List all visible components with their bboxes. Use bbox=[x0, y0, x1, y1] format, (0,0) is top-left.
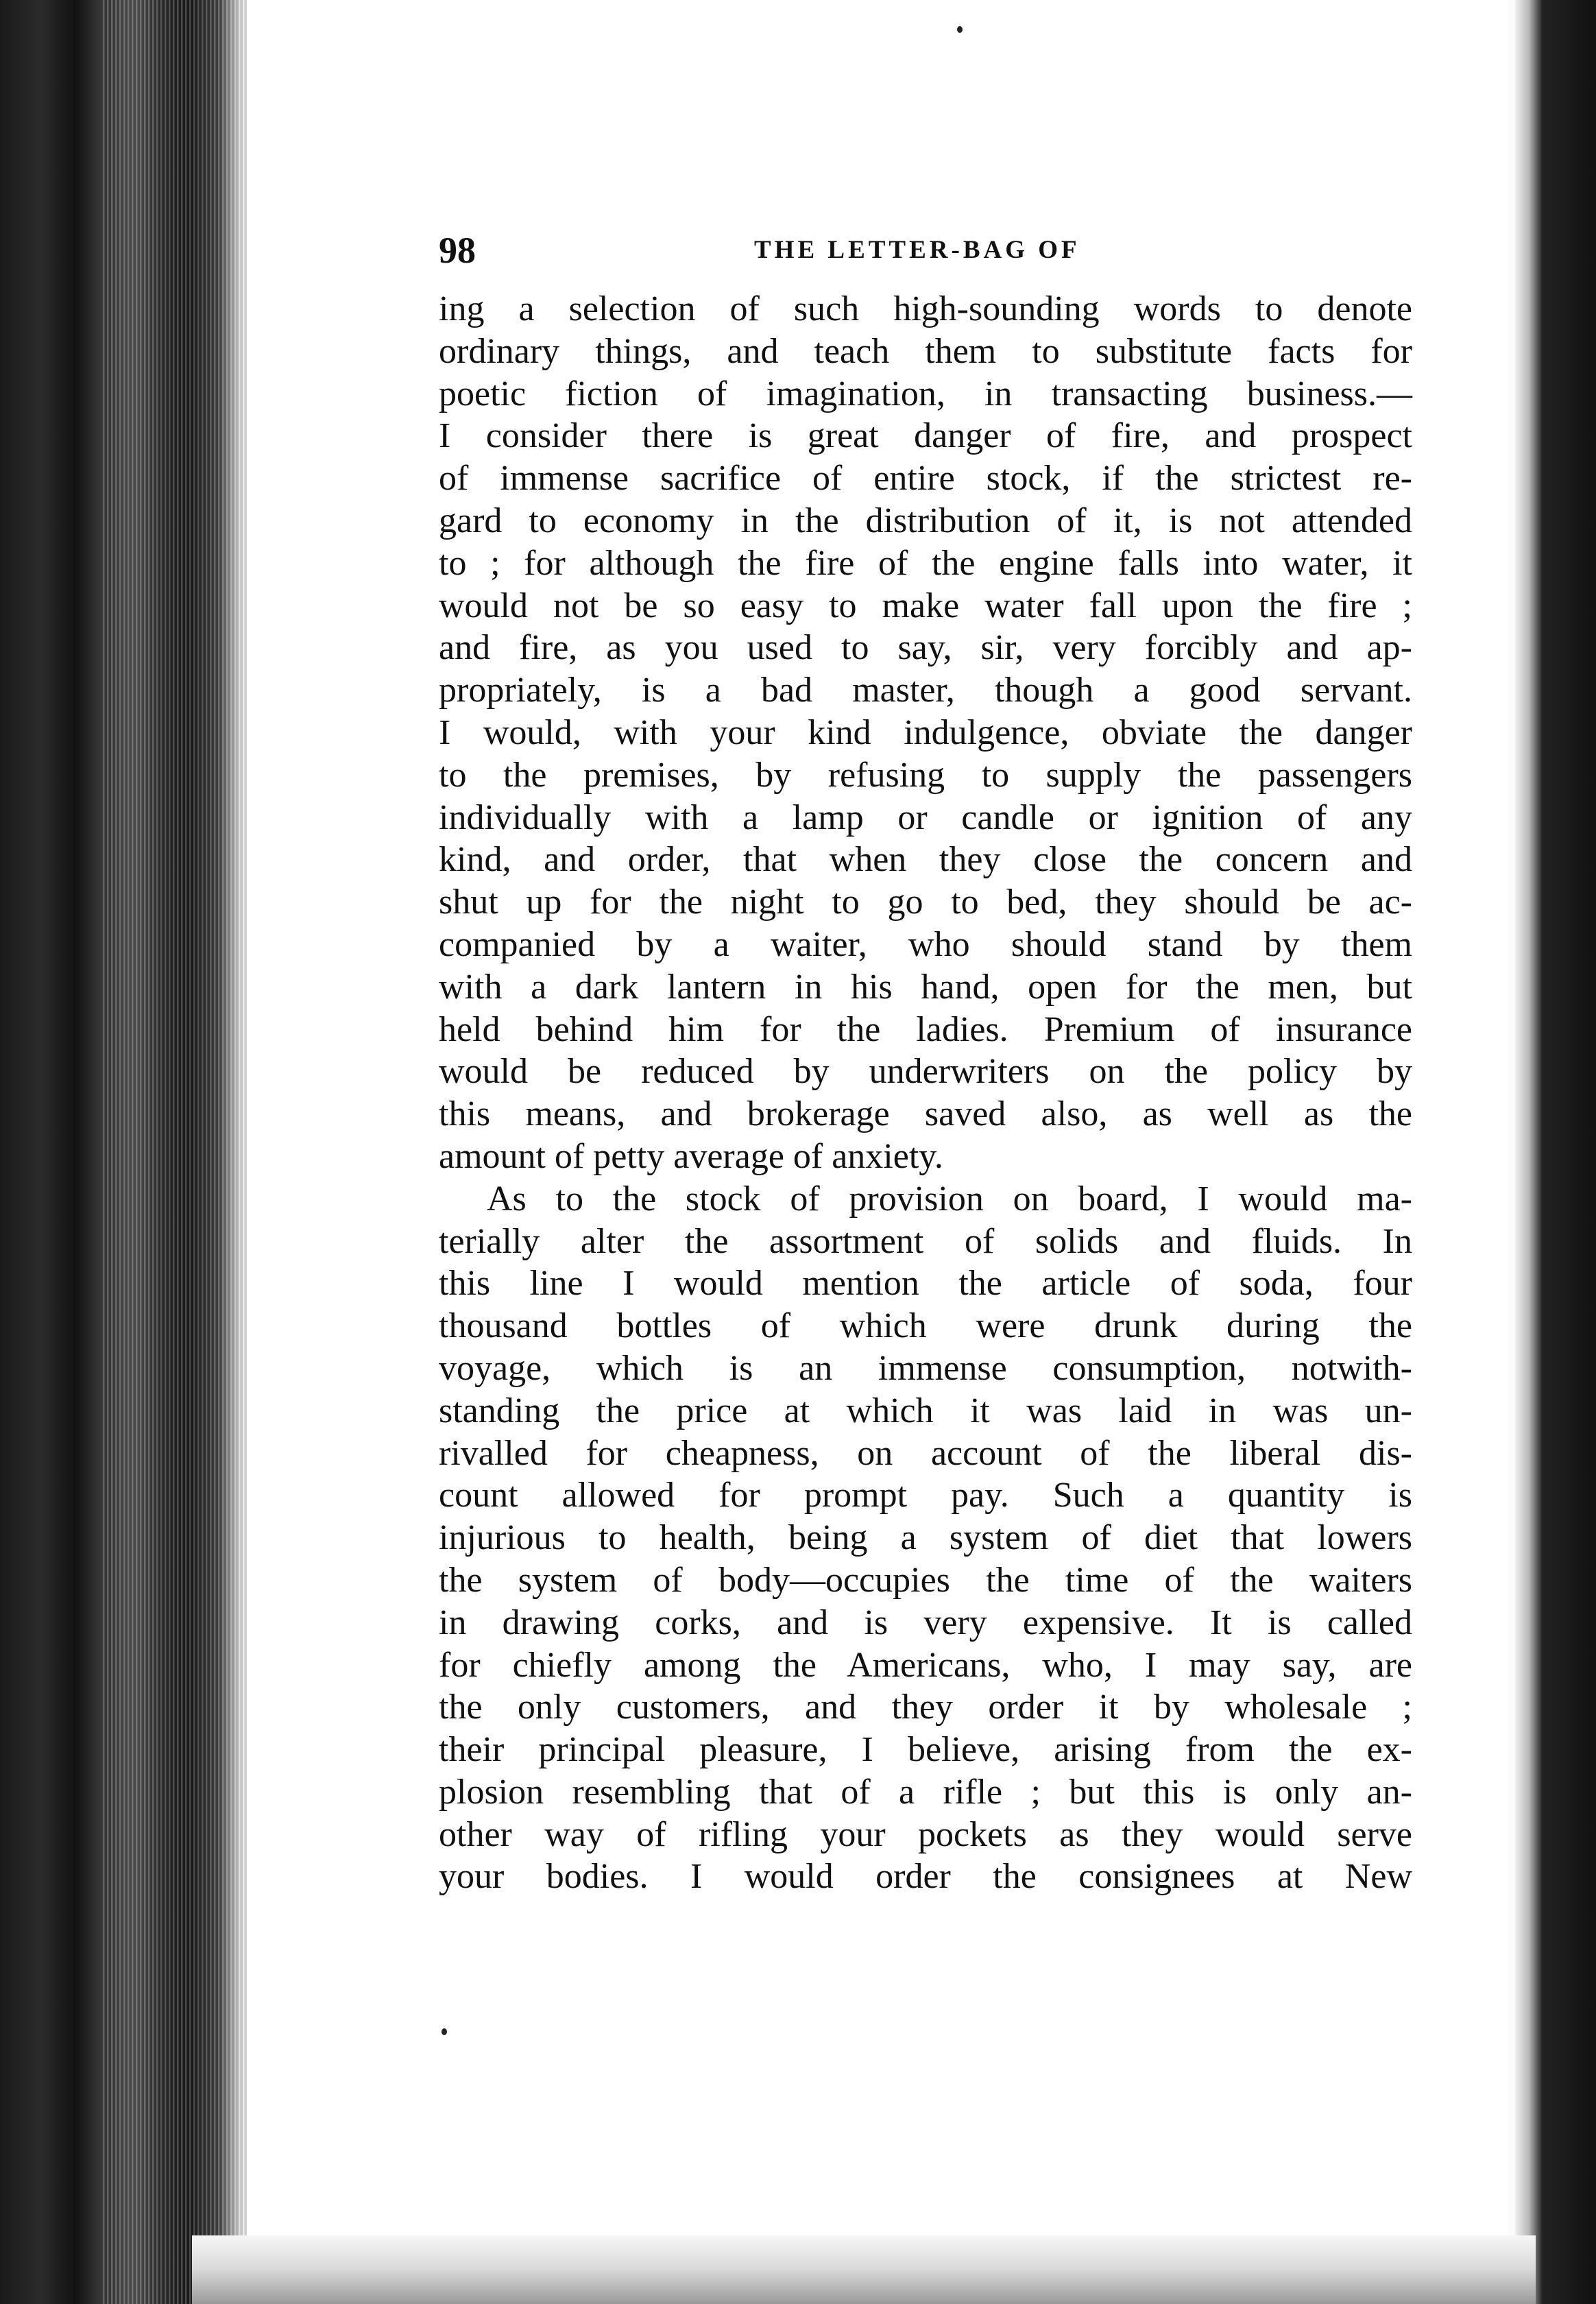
text-line: injurious to health, being a system of diet that lowers bbox=[439, 1518, 1412, 1558]
page-stack-edge bbox=[103, 0, 247, 2304]
text-line: I would, with your kind indulgence, obviate the danger bbox=[439, 712, 1412, 752]
text-line: terially alter the assortment of solids and fluids. In bbox=[439, 1221, 1412, 1261]
text-line: the only customers, and they order it by wholesale ; bbox=[439, 1688, 1412, 1727]
text-line: ing a selection of such high-sounding words to denote bbox=[439, 289, 1412, 328]
text-line: would not be so easy to make water fall upon the fire ; bbox=[439, 586, 1412, 625]
text-line: companied by a waiter, who should stand by them bbox=[439, 924, 1412, 964]
text-line: of immense sacrifice of entire stock, if the strictest re- bbox=[439, 459, 1412, 499]
speck-mark bbox=[442, 2028, 447, 2035]
text-line: shut up for the night to go to bed, they should be ac- bbox=[439, 883, 1412, 922]
text-line: this line I would mention the article of soda, four bbox=[439, 1264, 1412, 1304]
bottom-page-shadow bbox=[192, 2235, 1536, 2304]
text-line: and fire, as you used to say, sir, very forcibly and ap- bbox=[439, 628, 1412, 668]
text-line: to ; for although the fire of the engine falls into water, it bbox=[439, 543, 1412, 583]
text-line: plosion resembling that of a rifle ; but this is only an- bbox=[439, 1772, 1412, 1812]
text-line: in drawing corks, and is very expensive. It is called bbox=[439, 1603, 1412, 1642]
text-line: kind, and order, that when they close the concern and bbox=[439, 840, 1412, 880]
text-line: thousand bottles of which were drunk during the bbox=[439, 1306, 1412, 1346]
text-line: poetic fiction of imagination, in transacting business.— bbox=[439, 374, 1412, 413]
text-line: As to the stock of provision on board, I would ma- bbox=[487, 1179, 1412, 1219]
text-line: with a dark lantern in his hand, open for the men, but bbox=[439, 967, 1412, 1007]
text-line: the system of body—occupies the time of the waiters bbox=[439, 1560, 1412, 1600]
page-number: 98 bbox=[439, 230, 476, 271]
text-line: propriately, is a bad master, though a good servant. bbox=[439, 671, 1412, 710]
text-line: other way of rifling your pockets as they would serve bbox=[439, 1814, 1412, 1854]
text-line: ordinary things, and teach them to substitute facts for bbox=[439, 331, 1412, 371]
text-line: for chiefly among the Americans, who, I may say, are bbox=[439, 1645, 1412, 1685]
text-line: individually with a lamp or candle or ignition of any bbox=[439, 797, 1412, 837]
text-line: held behind him for the ladies. Premium of insurance bbox=[439, 1009, 1412, 1049]
text-line: would be reduced by underwriters on the policy by bbox=[439, 1052, 1412, 1092]
speck-mark bbox=[957, 26, 963, 33]
text-line: voyage, which is an immense consumption, notwith- bbox=[439, 1348, 1412, 1388]
text-line: gard to economy in the distribution of it, is not attended bbox=[439, 501, 1412, 540]
body-text bbox=[439, 288, 1412, 1898]
text-line: your bodies. I would order the consignees at New bbox=[439, 1857, 1412, 1897]
text-line: I consider there is great danger of fire, and prospect bbox=[439, 416, 1412, 456]
running-title: THE LETTER-BAG OF bbox=[754, 236, 1080, 264]
text-line: count allowed for prompt pay. Such a quantity is bbox=[439, 1476, 1412, 1515]
text-line: amount of petty average of anxiety. bbox=[439, 1136, 943, 1176]
running-head bbox=[439, 223, 1412, 278]
text-line: to the premises, by refusing to supply the passengers bbox=[439, 755, 1412, 795]
text-line: their principal pleasure, I believe, arising from the ex- bbox=[439, 1730, 1412, 1770]
text-line: this means, and brokerage saved also, as well as the bbox=[439, 1094, 1412, 1134]
right-page-edge bbox=[1515, 0, 1596, 2304]
text-line: rivalled for cheapness, on account of the liberal dis- bbox=[439, 1433, 1412, 1473]
text-line: standing the price at which it was laid in was un- bbox=[439, 1391, 1412, 1430]
